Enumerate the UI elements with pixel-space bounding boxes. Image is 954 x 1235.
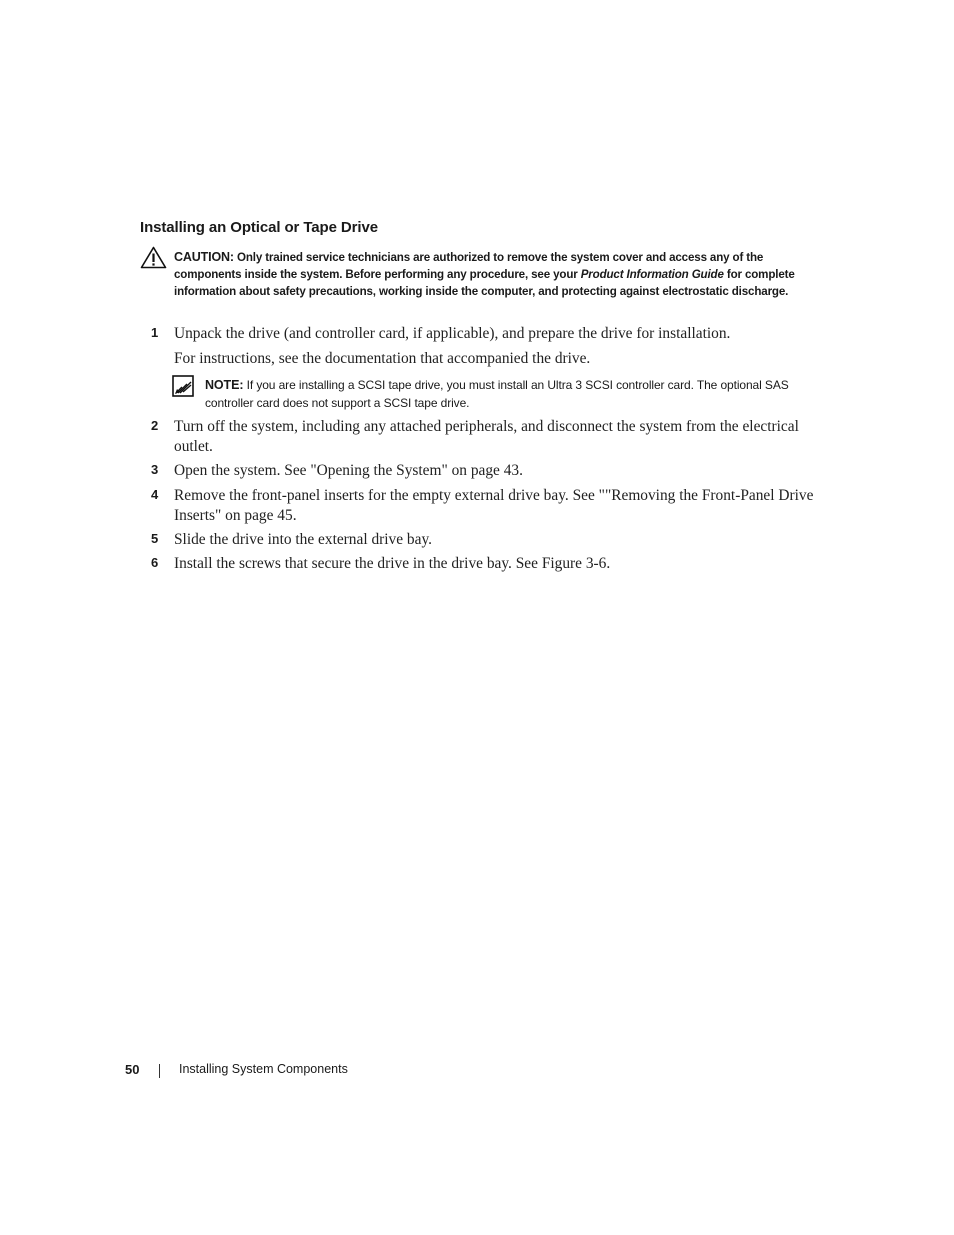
warning-triangle-icon [140,246,167,269]
note-pencil-icon [172,375,194,397]
step-text: Open the system. See "Opening the System" on page 43. [174,462,523,479]
step-number: 6 [151,555,159,570]
caution-label: CAUTION: [174,250,234,264]
step-text: Remove the front-panel inserts for the empty external drive bay. See ""Removing the Front-Panel Drive Inserts" on page 45. [174,487,814,524]
step-number: 1 [151,325,159,340]
step-text: Slide the drive into the external drive bay. [174,531,432,548]
caution-body-end: for complete information about safety precautions, working inside the computer, and protecting against electrostatic discharge. [174,268,795,298]
step-number: 2 [151,418,159,433]
note-body: If you are installing a SCSI tape drive, you must install an Ultra 3 SCSI controller card. The optional SAS controller card does not support a SCSI tape drive. [205,378,789,410]
step-subtext: For instructions, see the documentation that accompanied the drive. [174,350,591,367]
footer-divider [159,1064,160,1078]
step-text: Unpack the drive (and controller card, if applicable), and prepare the drive for installation. [174,325,731,342]
caution-guide-reference: Product Information Guide [580,268,724,281]
footer-section-title: Installing System Components [179,1062,348,1076]
note-notice [205,377,805,412]
step-text: Install the screws that secure the drive in the drive bay. See Figure 3-6. [174,555,611,572]
step-number: 4 [151,487,159,502]
step-text: Turn off the system, including any attached peripherals, and disconnect the system from the electrical outlet. [174,418,799,455]
caution-notice [174,249,824,300]
page-number: 50 [125,1062,140,1077]
caution-body-start: Only trained service technicians are authorized to remove the system cover and access any of the components inside the system. Before performing any procedure, see your [174,251,764,281]
section-heading: Installing an Optical or Tape Drive [140,219,378,236]
step-number: 3 [151,462,159,477]
step-number: 5 [151,531,159,546]
note-label: NOTE: [205,378,244,392]
